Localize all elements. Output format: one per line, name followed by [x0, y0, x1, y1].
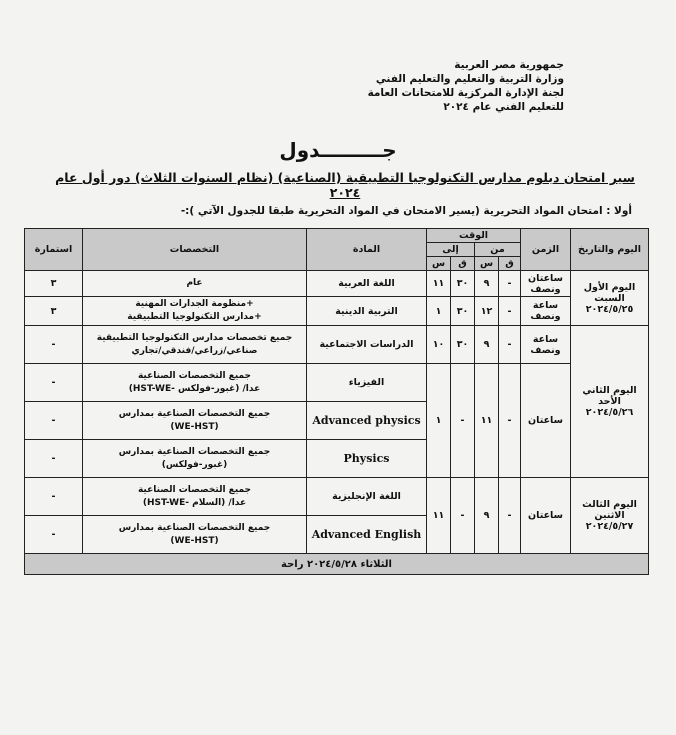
table-row [25, 478, 649, 516]
from-min-cell: - [499, 297, 521, 326]
ministry-header [304, 58, 564, 114]
spec-line: جميع تخصصات مدارس التكنولوجيا التطبيقية [96, 332, 293, 343]
to-hour-cell: ١٠ [427, 326, 451, 364]
header-duration: الزمن [521, 229, 571, 271]
header-form: استمارة [25, 229, 83, 271]
form-cell: - [25, 516, 83, 554]
header-to-hour: س [427, 257, 451, 271]
document-title: جـــــــــدول [279, 138, 397, 162]
header-line: جمهورية مصر العربية [454, 59, 564, 71]
to-min-cell: - [451, 364, 475, 478]
duration-cell: ساعتان [521, 478, 571, 554]
spec-line: جميع التخصصات الصناعية [137, 370, 252, 381]
spec-cell [83, 364, 307, 402]
spec-line: جميع التخصصات الصناعية بمدارس [118, 522, 271, 533]
to-min-cell: ٣٠ [451, 297, 475, 326]
document-subtitle: سير امتحان دبلوم مدارس التكنولوجيا التطبيقية (الصناعية) (نظام السنوات الثلاث) دور أول عام ٢٠٢٤ [55, 170, 635, 200]
spec-cell [83, 326, 307, 364]
to-min-cell: - [451, 478, 475, 554]
from-hour-cell: ١٢ [475, 297, 499, 326]
subject-cell: اللغة الإنجليزية [307, 478, 427, 516]
spec-line: صناعي/زراعي/فندقي/تجاري [131, 345, 258, 356]
spec-line: (WE-HST) [170, 421, 219, 432]
to-min-cell: ٣٠ [451, 326, 475, 364]
header-subject: المادة [307, 229, 427, 271]
header-to-min: ق [451, 257, 475, 271]
subject-cell: Advanced English [307, 516, 427, 554]
day-cell: اليوم الثاني الأحد ٢٠٢٤/٥/٢٦ [571, 326, 649, 478]
from-hour-cell: ١١ [475, 364, 499, 478]
spec-cell [83, 478, 307, 516]
header-time: الوقت [427, 229, 521, 243]
duration-cell: ساعة ونصف [521, 297, 571, 326]
spec-line: عدا/ (السلام -HST-WE) [142, 497, 247, 508]
form-cell: - [25, 440, 83, 478]
header-line: وزارة التربية والتعليم والتعليم الفني [375, 73, 564, 85]
to-hour-cell: ١١ [427, 478, 451, 554]
to-hour-cell: ١١ [427, 271, 451, 297]
subject-cell: التربية الدينية [307, 297, 427, 326]
from-min-cell: - [499, 364, 521, 478]
table-row [25, 326, 649, 364]
header-day-date: اليوم والتاريخ [571, 229, 649, 271]
spec-line: جميع التخصصات الصناعية بمدارس [118, 408, 271, 419]
spec-cell [83, 516, 307, 554]
subject-cell: الدراسات الاجتماعية [307, 326, 427, 364]
section-heading: أولا : امتحان المواد التحريرية (يسير الامتحان في المواد التحريرية طبقا للجدول الآتي ):- [180, 205, 632, 217]
spec-line: +مدارس التكنولوجيا التطبيقية [127, 312, 262, 322]
header-from-min: ق [499, 257, 521, 271]
form-cell: ٣ [25, 271, 83, 297]
day-cell: اليوم الأول السبت ٢٠٢٤/٥/٢٥ [571, 271, 649, 326]
subject-cell: Physics [307, 440, 427, 478]
spec-cell: عام [83, 271, 307, 297]
form-cell: - [25, 364, 83, 402]
from-min-cell: - [499, 271, 521, 297]
spec-cell [83, 402, 307, 440]
spec-cell [83, 440, 307, 478]
spec-cell [83, 297, 307, 326]
duration-cell: ساعتان [521, 364, 571, 478]
header-to: إلى [427, 243, 475, 257]
duration-cell: ساعتان ونصف [521, 271, 571, 297]
spec-line: (WE-HST) [170, 535, 219, 546]
header-from: من [475, 243, 521, 257]
from-min-cell: - [499, 326, 521, 364]
to-min-cell: ٣٠ [451, 271, 475, 297]
form-cell: - [25, 326, 83, 364]
header-line: لجنة الإدارة المركزية للامتحانات العامة [367, 87, 564, 99]
spec-line: +منظومة الجدارات المهنية [135, 299, 254, 309]
header-from-hour: س [475, 257, 499, 271]
header-specializations: التخصصات [83, 229, 307, 271]
from-hour-cell: ٩ [475, 478, 499, 554]
from-min-cell: - [499, 478, 521, 554]
duration-cell: ساعة ونصف [521, 326, 571, 364]
table-row [25, 271, 649, 297]
spec-line: (غبور-فولكس) [161, 459, 228, 470]
day-cell: اليوم الثالث الاثنين ٢٠٢٤/٥/٢٧ [571, 478, 649, 554]
form-cell: ٣ [25, 297, 83, 326]
subject-cell: Advanced physics [307, 402, 427, 440]
spec-line: جميع التخصصات الصناعية بمدارس [118, 446, 271, 457]
to-hour-cell: ١ [427, 364, 451, 478]
spec-line: جميع التخصصات الصناعية [137, 484, 252, 495]
table-row [25, 364, 649, 402]
from-hour-cell: ٩ [475, 271, 499, 297]
form-cell: - [25, 402, 83, 440]
exam-schedule-table [24, 228, 649, 575]
subject-cell: اللغة العربية [307, 271, 427, 297]
to-hour-cell: ١ [427, 297, 451, 326]
footer-cell: الثلاثاء ٢٠٢٤/٥/٢٨ راحة [25, 554, 649, 575]
from-hour-cell: ٩ [475, 326, 499, 364]
form-cell: - [25, 478, 83, 516]
spec-line: عدا/ (غبور-فولكس -HST-WE) [128, 383, 261, 394]
table-row [25, 297, 649, 326]
header-line: للتعليم الفني عام ٢٠٢٤ [443, 101, 564, 113]
subject-cell: الفيزياء [307, 364, 427, 402]
table-footer-row [25, 554, 649, 575]
